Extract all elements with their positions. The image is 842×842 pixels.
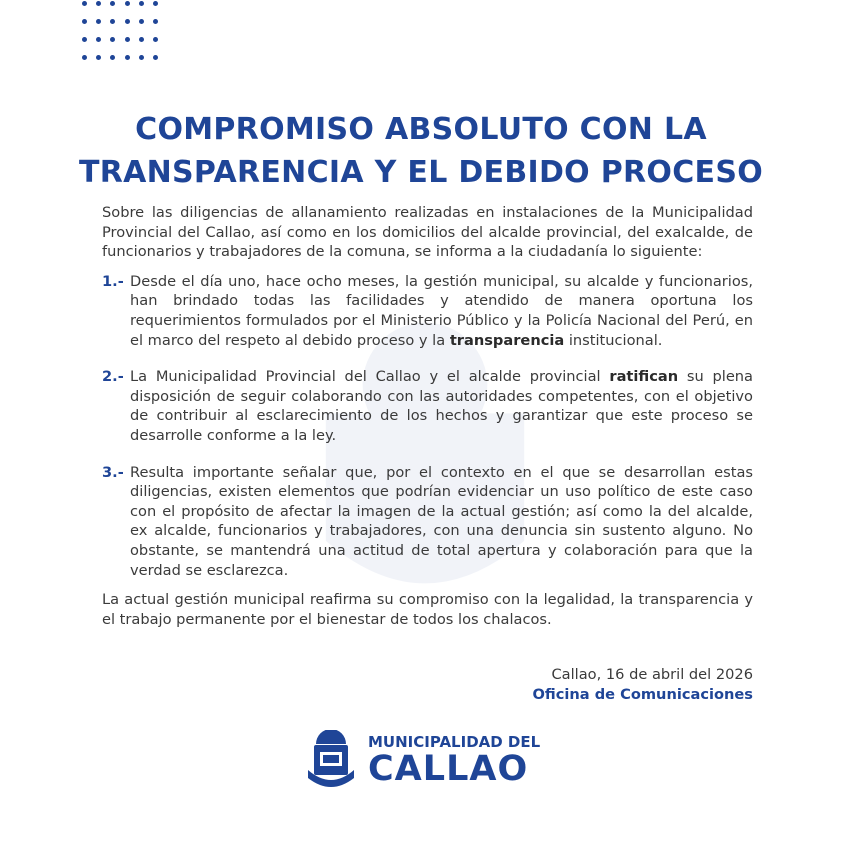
dot	[125, 37, 130, 42]
dot	[110, 55, 115, 60]
dot	[139, 37, 144, 42]
logo-line-1: MUNICIPALIDAD DEL	[368, 733, 541, 751]
dot	[153, 19, 158, 24]
title-line-1: COMPROMISO ABSOLUTO CON LA	[135, 112, 707, 147]
callao-seal-icon	[306, 730, 356, 792]
list-item	[102, 463, 753, 581]
place-date: Callao, 16 de abril del 2026	[551, 666, 753, 683]
dot	[125, 55, 130, 60]
logo-line-2: CALLAO	[368, 749, 529, 789]
list-item	[102, 272, 753, 350]
item-bold: ratifican	[609, 368, 679, 386]
item-number: 3.-	[102, 463, 124, 481]
item-text-end: su plena disposición de seguir colaborando con las autoridades competentes, con el objetivo de contribuir al esclarecimiento de los hechos y garantizar que este proceso se desarrolle conforme a la ley.	[130, 368, 754, 444]
dot	[153, 1, 158, 6]
item-text-end: institucional.	[564, 331, 663, 349]
dot	[110, 19, 115, 24]
item-bold: transparencia	[449, 331, 565, 349]
page-title	[0, 108, 842, 194]
intro-paragraph: Sobre las diligencias de allanamiento realizadas en instalaciones de la Municipalidad Provincial del Callao, así como en los domicilios del alcalde provincial, del exalcalde, de funcionarios y trabajadores de la comuna, se informa a la ciudadanía lo siguiente:	[102, 204, 753, 261]
list-item	[102, 367, 753, 445]
item-text: Resulta importante señalar que, por el contexto en el que se desarrollan estas diligencias, existen elementos que podrían evidenciar un uso político de este caso con el propósito de afectar la imagen de la actual gestión; así como la del alcalde, ex alcalde, funcionarios y trabajadores, con una denuncia sin sustento alguno. No obstante, se mantendrá una actitud de total apertura y colaboración para que la verdad se esclarezca.	[130, 463, 753, 579]
signature	[533, 665, 754, 704]
dot	[153, 37, 158, 42]
item-number: 1.-	[102, 272, 124, 290]
dot	[110, 1, 115, 6]
title-line-2: TRANSPARENCIA Y EL DEBIDO PROCESO	[78, 155, 764, 190]
item-text: La Municipalidad Provincial del Callao y el alcalde provincial	[130, 368, 610, 386]
dot	[82, 19, 87, 24]
closing-paragraph: La actual gestión municipal reafirma su compromiso con la legalidad, la transparencia y el trabajo permanente por el bienestar de todos los chalacos.	[102, 591, 753, 628]
item-text: Desde el día uno, hace ocho meses, la gestión municipal, su alcalde y funcionarios, han brindado todas las facilidades y atendido de manera oportuna los requerimientos formulados por el Ministerio Público y la Policía Nacional del Perú, en el marco del respeto al debido proceso y la	[130, 272, 753, 349]
dot	[139, 19, 144, 24]
dot	[153, 55, 158, 60]
dot	[96, 55, 101, 60]
decorative-dot-grid	[82, 1, 167, 73]
dot	[82, 1, 87, 6]
dot	[96, 37, 101, 42]
dot	[96, 19, 101, 24]
dot	[82, 37, 87, 42]
dot	[125, 1, 130, 6]
statement-body	[102, 203, 753, 639]
office-name: Oficina de Comunicaciones	[532, 685, 753, 703]
dot	[82, 55, 87, 60]
municipality-logo	[306, 730, 540, 792]
dot	[139, 55, 144, 60]
item-number: 2.-	[102, 368, 124, 386]
dot	[125, 19, 130, 24]
dot	[96, 1, 101, 6]
dot	[110, 37, 115, 42]
dot	[139, 1, 144, 6]
